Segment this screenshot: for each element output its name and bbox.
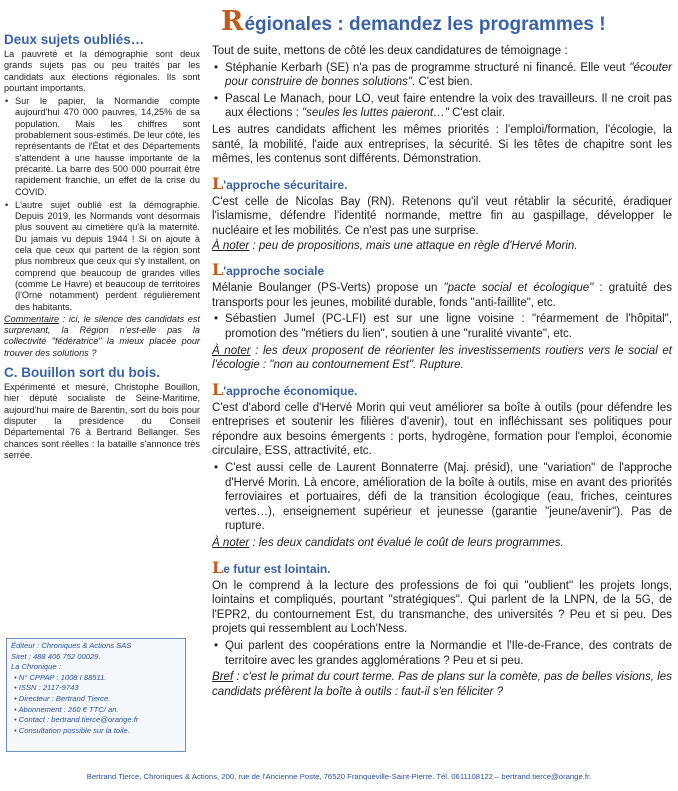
heading-text: 'approche sécuritaire. [223, 177, 348, 192]
publisher-infobox [6, 638, 186, 752]
economique-bullets [212, 461, 672, 534]
sociale-text-a: Mélanie Boulanger (PS-Verts) propose un [212, 282, 444, 295]
sidebar-comment [4, 314, 200, 359]
intro-paragraph-2: Les autres candidats affichent les mêmes priorités : l'emploi/formation, l'écologie, la santé, la mobilité, l'aide aux entreprises, la sécurité. Si les têtes de chapitre sont les mêmes, les contenus sont différents. Démonstration. [212, 123, 672, 166]
infobox-bullet: • Consultation possible sur la toile. [14, 725, 130, 735]
infobox-line: Éditeur : Chroniques & Actions SAS [11, 641, 132, 650]
heading-initial: L [212, 173, 224, 193]
sidebar-title-bouillon: C. Bouillon sort du bois. [4, 365, 160, 381]
futur-note [212, 670, 672, 699]
note-text: : les deux proposent de réorienter les investissements routiers vers le social et l'écologie : "non au contournement Est". Rupture. [212, 344, 672, 372]
title-text: égionales : demandez les programmes ! [244, 14, 606, 35]
sociale-bullets [212, 312, 672, 341]
note-text: : peu de propositions, mais une attaque en règle d'Hervé Morin. [249, 239, 578, 252]
note-label: Bref [212, 671, 234, 684]
note-text: : les deux candidats ont évalué le coût de leurs programmes. [249, 537, 564, 550]
infobox-bullet: • Abonnement : 260 € TTC/ an. [14, 704, 119, 714]
sociale-text [212, 281, 672, 310]
economique-text: C'est d'abord celle d'Hervé Morin qui veut améliorer sa boîte à outils (pour défendre les entreprises et soutenir les filières d'avenir), tout en infléchissant ses politiques pour répondre aux besoins émergents : ports, hydrogène, formation pour l'emploi, économie circulaire, ESS, attractivité, etc. [212, 401, 672, 458]
note-text: : c'est le primat du court terme. Pas de plans sur la comète, pas de belles visions, les candidats préfèrent la boîte à outils : faut-il s'en féliciter ? [212, 671, 672, 698]
heading-initial: L [212, 260, 224, 280]
note-label: À noter [212, 344, 251, 357]
heading-sociale [212, 260, 672, 279]
heading-securitaire [212, 174, 672, 193]
sociale-text-b: : gratuité des transports pour les jeunes, mobilité durable, fonds "anti-faillite", etc. [212, 282, 673, 309]
heading-economique [212, 380, 672, 399]
note-label: À noter [212, 239, 250, 252]
main-article [212, 44, 672, 699]
futur-text: On le comprend à la lecture des professions de foi qui "oublient" les projets longs, lointains et compliqués, pourtant "stratégiques". Qui parlent de la LNPN, de la 5G, de l'EPR2, du contournement Est, du transmanche, des universités ? Peu et si peu. Des projets qui ressemblent au Loch'Ness. [212, 579, 672, 636]
list-item: • C'est aussi celle de Laurent Bonnaterre (Maj. présid), une "variation" de l'approche d'Hervé Morin. Là encore, amélioration de la boîte à outils, mise en avant des priorités ferroviaires et portuaires, défi de la transition écologique (eau, friches, ceintures vertes…), enseignement supérieur et jeunesse (garantie "jeune/avenir"). Pas de rupture. [212, 461, 672, 534]
list-item: • Sébastien Jumel (PC-LFI) est sur une ligne voisine : "réarmement de l'hôpital", promotion des "métiers du lien", soutien à une "ruralité vivante", etc. [212, 312, 672, 341]
heading-text: 'approche sociale [223, 264, 325, 279]
sidebar [4, 32, 200, 461]
securitaire-note [212, 239, 672, 254]
heading-text: 'approche économique. [223, 383, 358, 398]
bullet-quote: "seules les luttes paieront…" [302, 107, 449, 120]
sidebar-bullet-list [4, 96, 200, 313]
heading-initial: L [212, 379, 224, 399]
sociale-note [212, 344, 672, 373]
intro-bullets [212, 61, 672, 121]
list-item [212, 92, 672, 121]
infobox-line: Siret : 488 406 752 00029. [11, 651, 101, 661]
comment-label: Commentaire [4, 313, 60, 324]
sidebar-intro: La pauvreté et la démographie sont deux grands sujets pas ou peu traités par les candidats aux élections régionales. Ils sont pourtant importants. [4, 49, 200, 93]
bullet-text: Pascal Le Manach, pour LO, veut faire entendre la voix des travailleurs. Il ne croit pas aux élections : [225, 92, 672, 120]
list-item: • Qui parlent des coopérations entre la Normandie et l'Ile-de-France, des contrats de territoire avec les grandes agglomérations ? Peu et si peu. [212, 639, 672, 668]
title-initial: R [221, 6, 244, 37]
sociale-quote: "pacte social et écologique" [443, 282, 594, 295]
sidebar-title-oublies: Deux sujets oubliés… [4, 32, 145, 47]
comment-text: : ici, le silence des candidats est surprenant, la Région n'est-elle pas la collectivité "fédératrice" la mieux placée pour trouver des solutions ? [4, 313, 200, 358]
bullet-quote: "écouter pour construire de bonnes solutions" [225, 61, 672, 89]
infobox-bullet: • Directeur : Bertrand Tierce. [14, 693, 111, 703]
page-footer: Bertrand Tierce, Chroniques & Actions, 200, rue de l'Ancienne Poste, 76520 Franqueville-Saint-Pierre. Tél. 0611108122 – bertrand.tierce@orange.fr. [86, 772, 592, 781]
infobox-bullet: • ISSN : 2117-9743 [14, 683, 79, 693]
intro-paragraph: Tout de suite, mettons de côté les deux candidatures de témoignage : [212, 45, 568, 57]
heading-text: e futur est lointain. [223, 561, 331, 576]
securitaire-text: C'est celle de Nicolas Bay (RN). Retenons qu'il veut rétablir la sécurité, éradiquer l'islamisme, défendre l'identité normande, mettre fin au gaspillage, développer le nucléaire et les mobilités. Ce n'est pas une surprise. [212, 195, 672, 237]
bullet-text: . C'est bien. [412, 76, 473, 89]
bullet-text: C'est clair. [448, 107, 505, 120]
page-title [221, 6, 671, 37]
sidebar-bouillon-text: Expérimenté et mesuré, Christophe Bouillon, hier député socialiste de Seine-Maritime, aujourd'hui maire de Barentin, sort du bois pour disputer la présidence du Conseil Départemental 76 à Bertrand Bellanger. Ses chances sont réelles : la bataille s'annonce très serrée. [4, 382, 200, 460]
list-item [212, 61, 672, 90]
list-item: • Sur le papier, la Normandie compte aujourd'hui 470 000 pauvres, 14,25% de sa population. Mais les chiffres sont probablement sous-estimés. De leur côté, les représentants de l'État et des Départements s'attendent à une hausse importante de la précarité. La barre des 500 000 pourrait être rapidement franchie, un effet de la crise du COVID. [4, 96, 200, 198]
economique-note [212, 536, 672, 551]
infobox-line: La Chronique : [11, 662, 61, 672]
note-label: À noter [212, 537, 250, 550]
heading-initial: L [212, 557, 224, 577]
infobox-bullet: • N° CPPAP : 1008 I 88511. [14, 672, 107, 682]
futur-bullets [212, 639, 672, 668]
heading-futur [212, 558, 672, 577]
infobox-bullet-contact[interactable]: • Contact : bertrand.tierce@orange.fr [14, 715, 139, 725]
bullet-text: Stéphanie Kerbarh (SE) n'a pas de programme structuré ni financé. Elle veut [225, 61, 630, 74]
list-item: • L'autre sujet oublié est la démographie. Depuis 2019, les Normands vont désormais plus souvent au cimetière qu'à la maternité. Du jamais vu depuis 1944 ! Si on ajoute à cela que ceux qui partent de la région sont plus nombreux que ceux qui s'y installent, on comprend que beaucoup de grandes villes (comme Le Havre) et beaucoup de territoires (l'Orne notamment) perdent régulièrement des habitants. [4, 200, 200, 313]
